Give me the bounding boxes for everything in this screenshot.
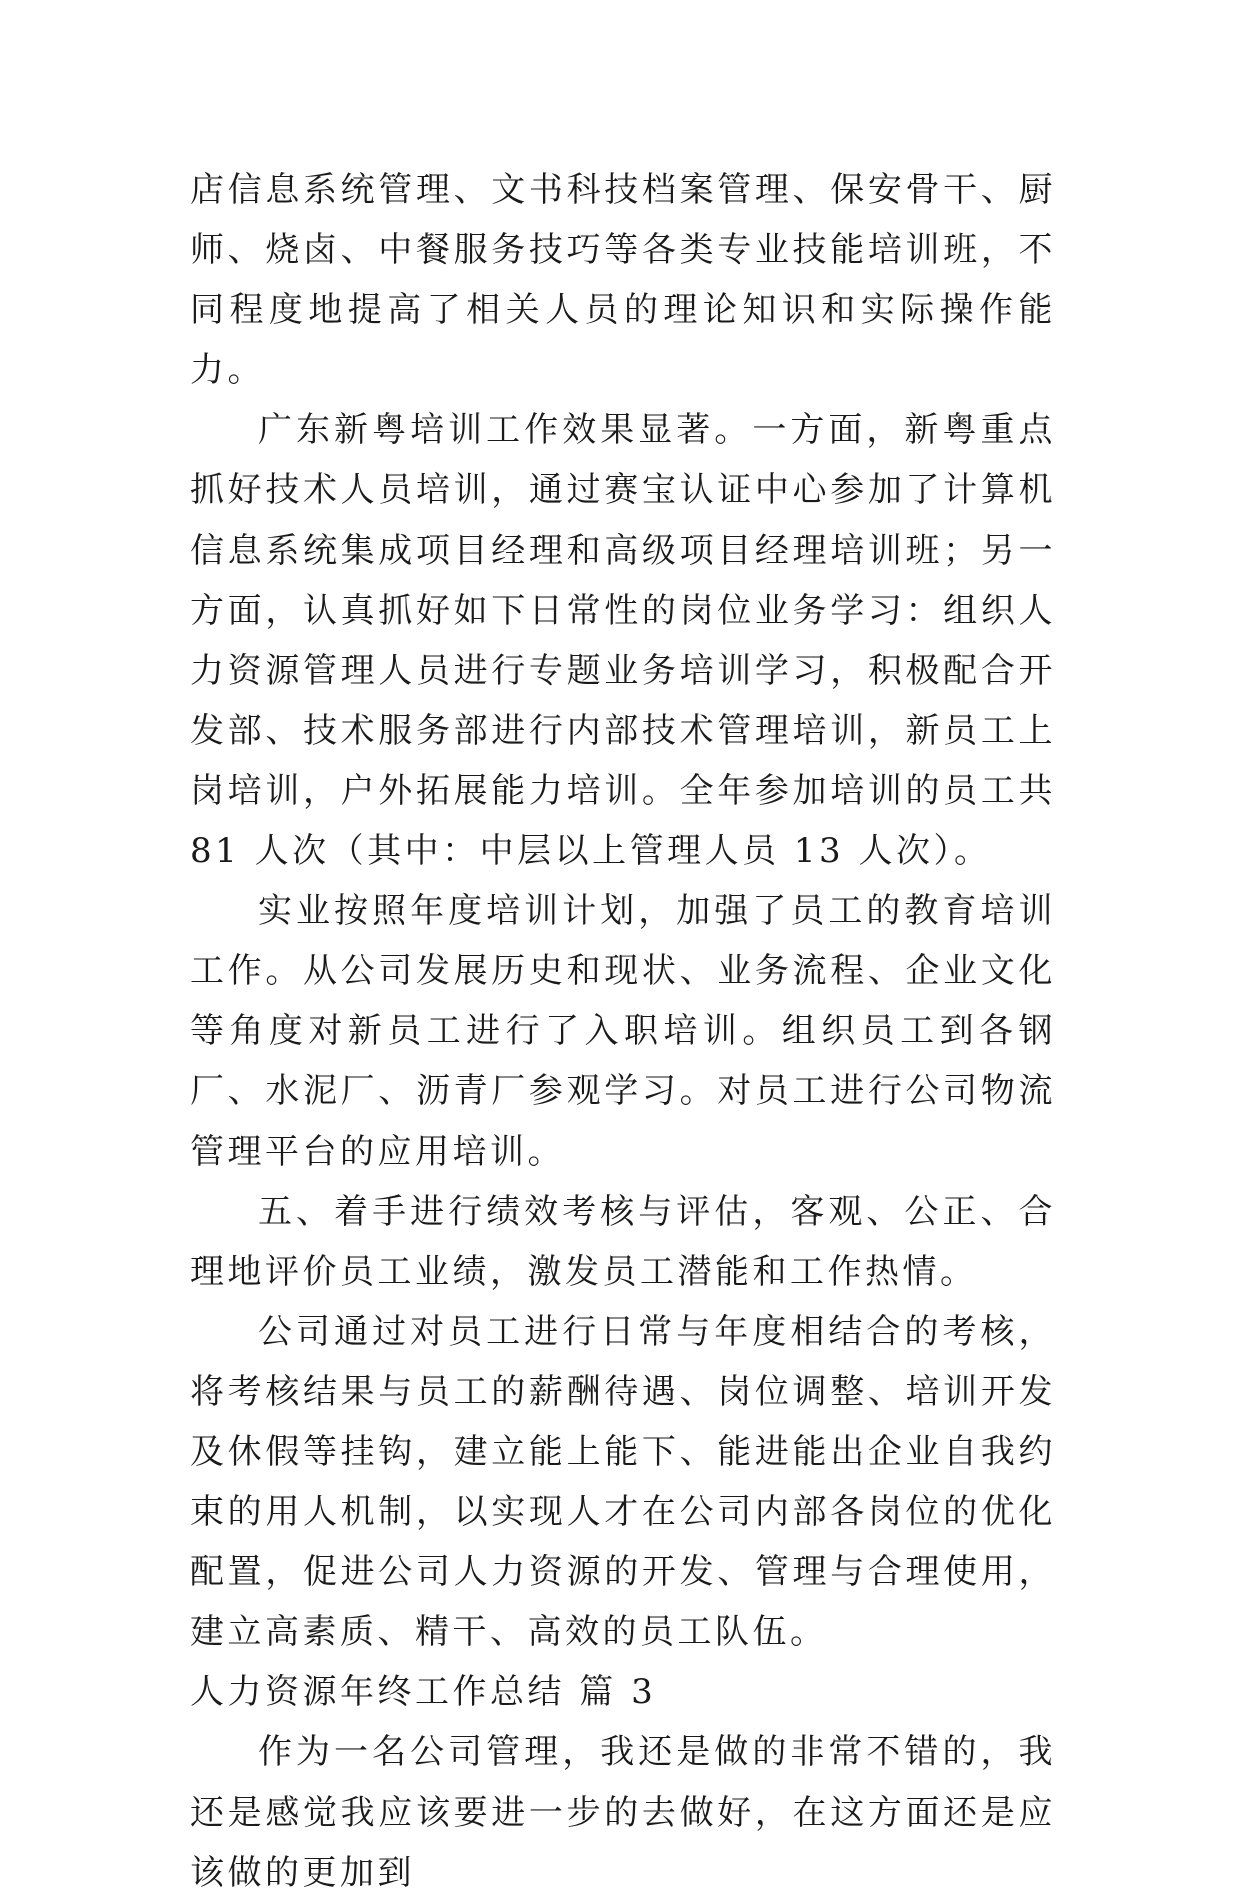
paragraph-continuation: 店信息系统管理、文书科技档案管理、保安骨干、厨师、烧卤、中餐服务技巧等各类专业技能培训班，不同程度地提高了相关人员的理论知识和实际操作能力。: [190, 170, 1056, 391]
paragraph-industrial-training: 实业按照年度培训计划，加强了员工的教育培训工作。从公司发展历史和现状、业务流程、企业文化等角度对新员工进行了入职培训。组织员工到各钢厂、水泥厂、沥青厂参观学习。对员工进行公司物流管理平台的应用培训。: [190, 891, 1056, 1172]
document-body: [190, 160, 1056, 1903]
paragraph-xinyue-training: 广东新粤培训工作效果显著。一方面，新粤重点抓好技术人员培训，通过赛宝认证中心参加了计算机信息系统集成项目经理和高级项目经理培训班；另一方面，认真抓好如下日常性的岗位业务学习：组织人力资源管理人员进行专题业务培训学习，积极配合开发部、技术服务部进行内部技术管理培训，新员工上岗培训，户外拓展能力培训。全年参加培训的员工共 81 人次（其中：中层以上管理人员 13 人次）。: [190, 410, 1056, 872]
paragraph-appraisal: 公司通过对员工进行日常与年度相结合的考核，将考核结果与员工的薪酬待遇、岗位调整、培训开发及休假等挂钩，建立能上能下、能进能出企业自我约束的用人机制，以实现人才在公司内部各岗位的优化配置，促进公司人力资源的开发、管理与合理使用，建立高素质、精干、高效的员工队伍。: [190, 1311, 1056, 1653]
paragraph-section-five: 五、着手进行绩效考核与评估，客观、公正、合理地评价员工业绩，激发员工潜能和工作热情。: [190, 1191, 1056, 1292]
section-heading: 人力资源年终工作总结 篇 3: [190, 1672, 657, 1713]
paragraph-management: 作为一名公司管理，我还是做的非常不错的，我还是感觉我应该要进一步的去做好，在这方面还是应该做的更加到: [190, 1732, 1056, 1893]
